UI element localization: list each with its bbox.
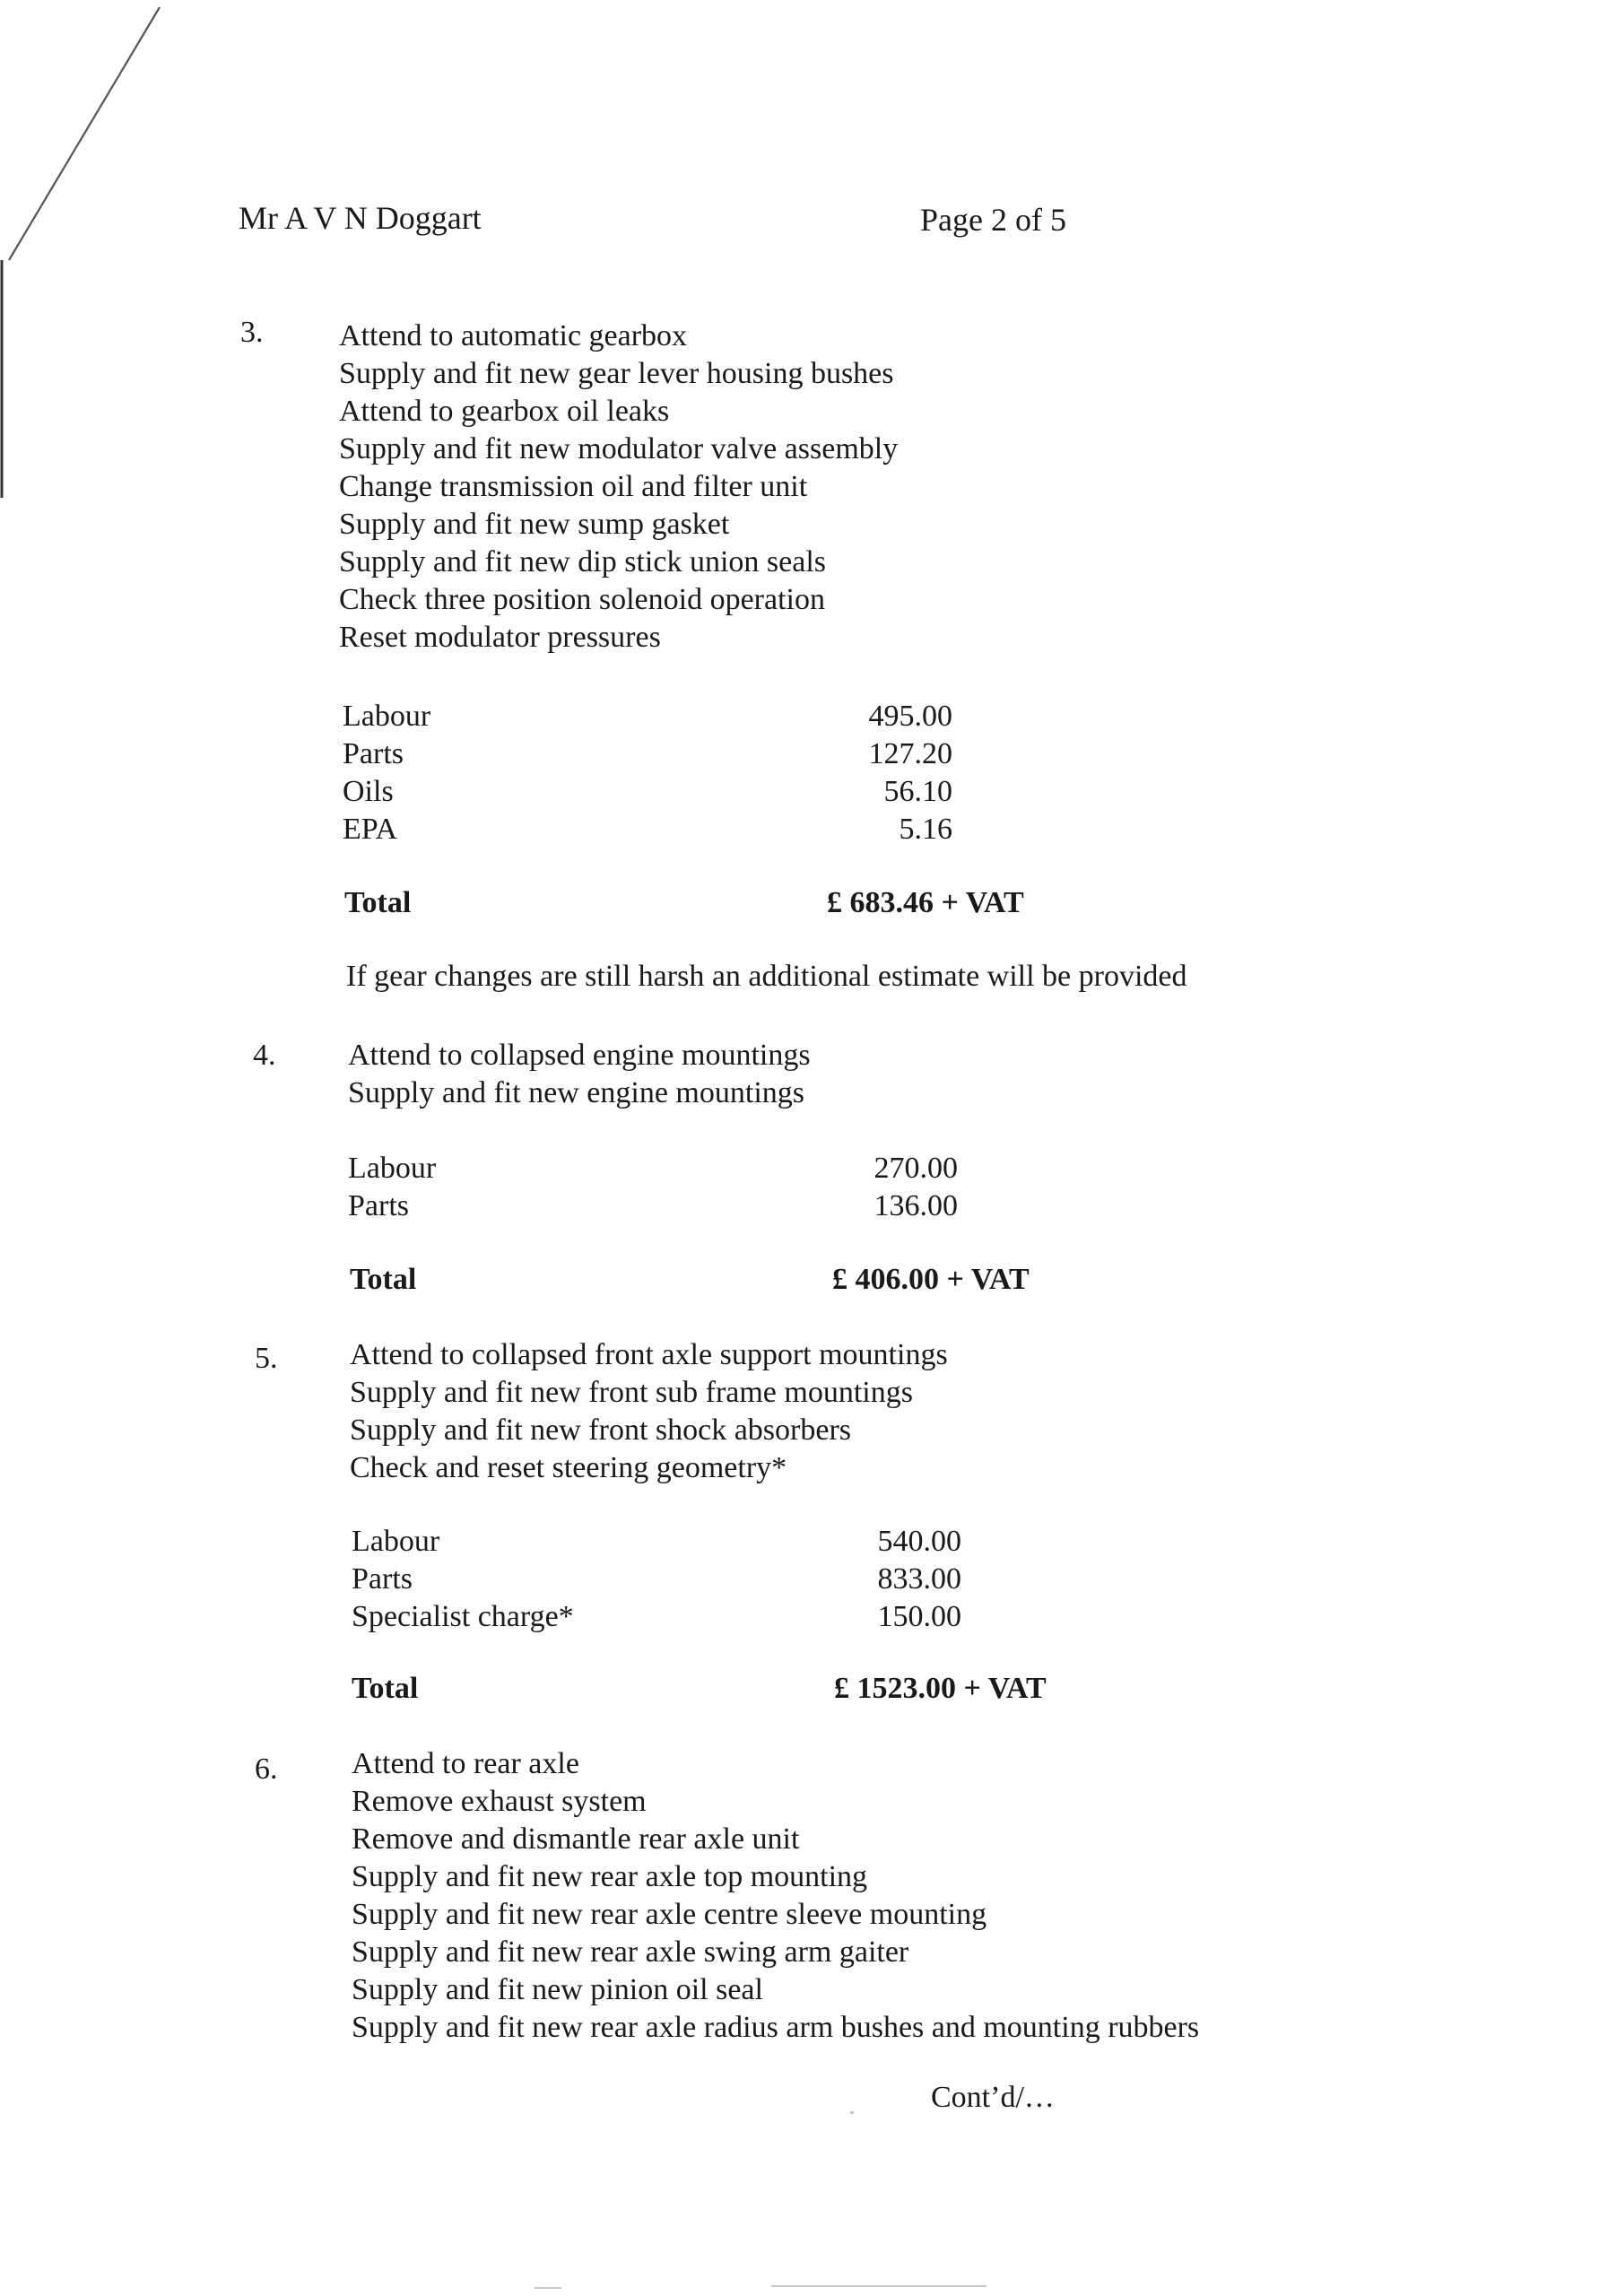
cost-label: Labour: [343, 700, 431, 733]
task-line: Remove exhaust system: [352, 1785, 647, 1818]
task-line: Supply and fit new rear axle centre sleeve mounting: [352, 1898, 987, 1931]
cost-row: [343, 735, 952, 773]
cost-row: [343, 773, 952, 811]
task-line: Attend to collapsed engine mountings: [348, 1039, 811, 1072]
cost-label: Parts: [343, 737, 404, 770]
cost-value: 540.00: [877, 1525, 961, 1558]
item-number: 4.: [253, 1039, 276, 1072]
task-list: [339, 317, 898, 657]
task-list: [352, 1745, 1199, 2047]
task-list: [348, 1037, 811, 1112]
cost-breakdown: [352, 1523, 961, 1636]
cost-breakdown: [343, 698, 952, 848]
task-line: Remove and dismantle rear axle unit: [352, 1822, 800, 1856]
cost-label: Oils: [343, 775, 394, 808]
task-line: Reset modulator pressures: [339, 621, 661, 654]
task-line: Supply and fit new dip stick union seals: [339, 545, 827, 578]
recipient-name: Mr A V N Doggart: [239, 200, 482, 236]
item-note: If gear changes are still harsh an additional estimate will be provided: [346, 960, 1187, 993]
task-line: Attend to automatic gearbox: [339, 319, 688, 352]
task-line: Supply and fit new rear axle top mounting: [352, 1860, 868, 1893]
page-number: Page 2 of 5: [920, 202, 1066, 238]
total-row: [350, 1263, 1049, 1300]
task-line: Attend to collapsed front axle support mountings: [350, 1338, 948, 1371]
cost-row: [352, 1561, 961, 1598]
cost-label: Labour: [352, 1525, 440, 1558]
scan-speck: [850, 2111, 854, 2114]
task-line: Attend to gearbox oil leaks: [339, 395, 670, 428]
item-number: 3.: [240, 316, 264, 349]
cost-value: 495.00: [868, 700, 952, 733]
cost-value: 127.20: [868, 737, 952, 770]
cost-label: Parts: [352, 1562, 413, 1596]
total-row: [352, 1672, 1051, 1709]
task-line: Supply and fit new gear lever housing bushes: [339, 357, 894, 390]
task-line: Check three position solenoid operation: [339, 583, 825, 616]
task-line: Check and reset steering geometry*: [350, 1451, 787, 1484]
total-label: Total: [344, 886, 412, 919]
cost-value: 150.00: [877, 1600, 961, 1633]
cost-label: Specialist charge*: [352, 1600, 574, 1633]
cost-row: [343, 811, 952, 848]
total-label: Total: [352, 1672, 419, 1705]
total-value: £ 1523.00 + VAT: [834, 1672, 1047, 1705]
continued-marker: Cont’d/…: [931, 2081, 1055, 2114]
task-line: Supply and fit new modulator valve assembly: [339, 432, 899, 465]
task-line: Supply and fit new rear axle swing arm gaiter: [352, 1935, 909, 1969]
cost-breakdown: [348, 1150, 958, 1225]
scan-speck: [771, 2285, 987, 2287]
task-line: Supply and fit new engine mountings: [348, 1076, 805, 1109]
task-line: Supply and fit new front shock absorbers: [350, 1413, 852, 1447]
task-line: Supply and fit new pinion oil seal: [352, 1973, 763, 2006]
item-number: 6.: [255, 1752, 278, 1786]
task-line: Attend to rear axle: [352, 1747, 579, 1780]
total-value: £ 683.46 + VAT: [827, 886, 1024, 919]
pen-stroke-mark: [0, 0, 179, 502]
cost-value: 56.10: [883, 775, 952, 808]
cost-value: 136.00: [874, 1189, 958, 1222]
cost-row: [343, 698, 952, 735]
total-label: Total: [350, 1263, 417, 1296]
task-line: Supply and fit new front sub frame mountings: [350, 1376, 913, 1409]
total-row: [344, 886, 1044, 924]
cost-label: EPA: [343, 813, 398, 846]
cost-label: Parts: [348, 1189, 409, 1222]
task-line: Change transmission oil and filter unit: [339, 470, 808, 503]
scan-speck: [535, 2287, 561, 2289]
cost-row: [352, 1598, 961, 1636]
cost-value: 270.00: [874, 1152, 958, 1185]
task-list: [350, 1336, 948, 1487]
cost-row: [348, 1150, 958, 1187]
task-line: Supply and fit new sump gasket: [339, 508, 730, 541]
item-number: 5.: [255, 1342, 278, 1375]
cost-row: [352, 1523, 961, 1561]
total-value: £ 406.00 + VAT: [832, 1263, 1030, 1296]
task-line: Supply and fit new rear axle radius arm bushes and mounting rubbers: [352, 2011, 1200, 2044]
cost-row: [348, 1187, 958, 1225]
cost-value: 833.00: [877, 1562, 961, 1596]
cost-label: Labour: [348, 1152, 437, 1185]
cost-value: 5.16: [899, 813, 952, 846]
